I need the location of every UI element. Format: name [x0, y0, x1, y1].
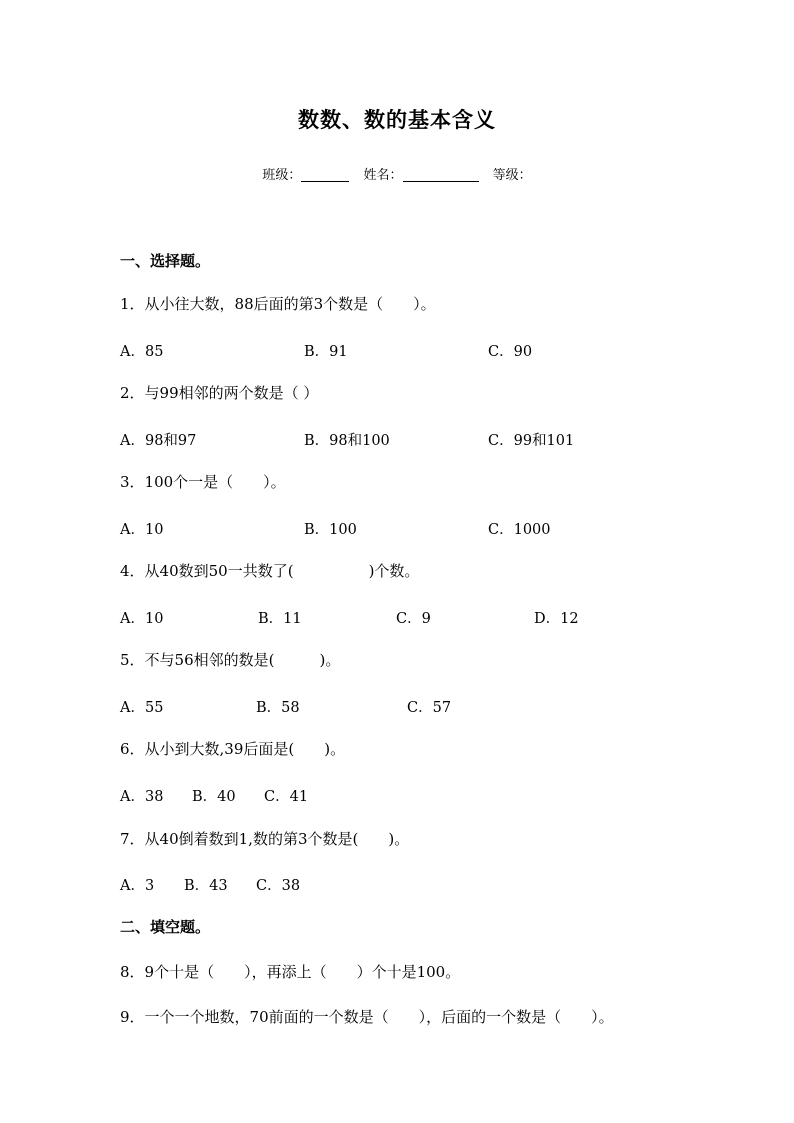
- class-label: 班级：: [262, 168, 302, 183]
- question-8: 8．9个十是（ ），再添上（ ）个十是100。: [120, 963, 461, 981]
- q7-option-b[interactable]: B．43: [184, 878, 228, 894]
- question-4: 4．从40数到50一共数了( )个数。: [120, 562, 420, 580]
- q1-option-a[interactable]: A．85: [120, 344, 164, 360]
- q6-option-b[interactable]: B．40: [192, 789, 236, 805]
- question-9: 9．一个一个地数，70前面的一个数是（ ），后面的一个数是（ ）。: [120, 1008, 614, 1026]
- student-info-line: [0, 164, 794, 183]
- q3-option-c[interactable]: C．1000: [488, 522, 551, 538]
- q3-option-a[interactable]: A．10: [120, 522, 164, 538]
- q1-option-b[interactable]: B．91: [304, 344, 348, 360]
- q3-option-b[interactable]: B．100: [304, 522, 357, 538]
- q4-option-c[interactable]: C．9: [396, 611, 431, 627]
- name-label: 姓名：: [363, 168, 403, 183]
- name-blank[interactable]: [403, 167, 479, 182]
- question-2: 2．与99相邻的两个数是（ ）: [120, 384, 319, 402]
- question-6: 6．从小到大数,39后面是( )。: [120, 740, 346, 758]
- q5-option-b[interactable]: B．58: [256, 700, 300, 716]
- question-5: 5．不与56相邻的数是( )。: [120, 651, 341, 669]
- grade-label: 等级：: [492, 168, 532, 183]
- q2-option-a[interactable]: A．98和97: [120, 433, 197, 449]
- q6-option-a[interactable]: A．38: [120, 789, 164, 805]
- q4-option-a[interactable]: A．10: [120, 611, 164, 627]
- q7-option-c[interactable]: C．38: [256, 878, 301, 894]
- q4-option-d[interactable]: D．12: [534, 611, 579, 627]
- question-7: 7．从40倒着数到1,数的第3个数是( )。: [120, 830, 410, 848]
- q7-option-a[interactable]: A．3: [120, 878, 155, 894]
- question-1: 1．从小往大数，88后面的第3个数是（ ）。: [120, 295, 436, 313]
- q2-option-b[interactable]: B．98和100: [304, 433, 390, 449]
- page-title: 数数、数的基本含义: [298, 108, 496, 132]
- section-heading-fill: 二、填空题。: [120, 918, 211, 936]
- section-heading-choice: 一、选择题。: [120, 252, 211, 270]
- q5-option-c[interactable]: C．57: [407, 700, 452, 716]
- q2-option-c[interactable]: C．99和101: [488, 433, 575, 449]
- class-blank[interactable]: [301, 167, 349, 182]
- q4-option-b[interactable]: B．11: [258, 611, 302, 627]
- q6-option-c[interactable]: C．41: [264, 789, 309, 805]
- q5-option-a[interactable]: A．55: [120, 700, 164, 716]
- question-3: 3．100个一是（ ）。: [120, 473, 286, 491]
- q1-option-c[interactable]: C．90: [488, 344, 533, 360]
